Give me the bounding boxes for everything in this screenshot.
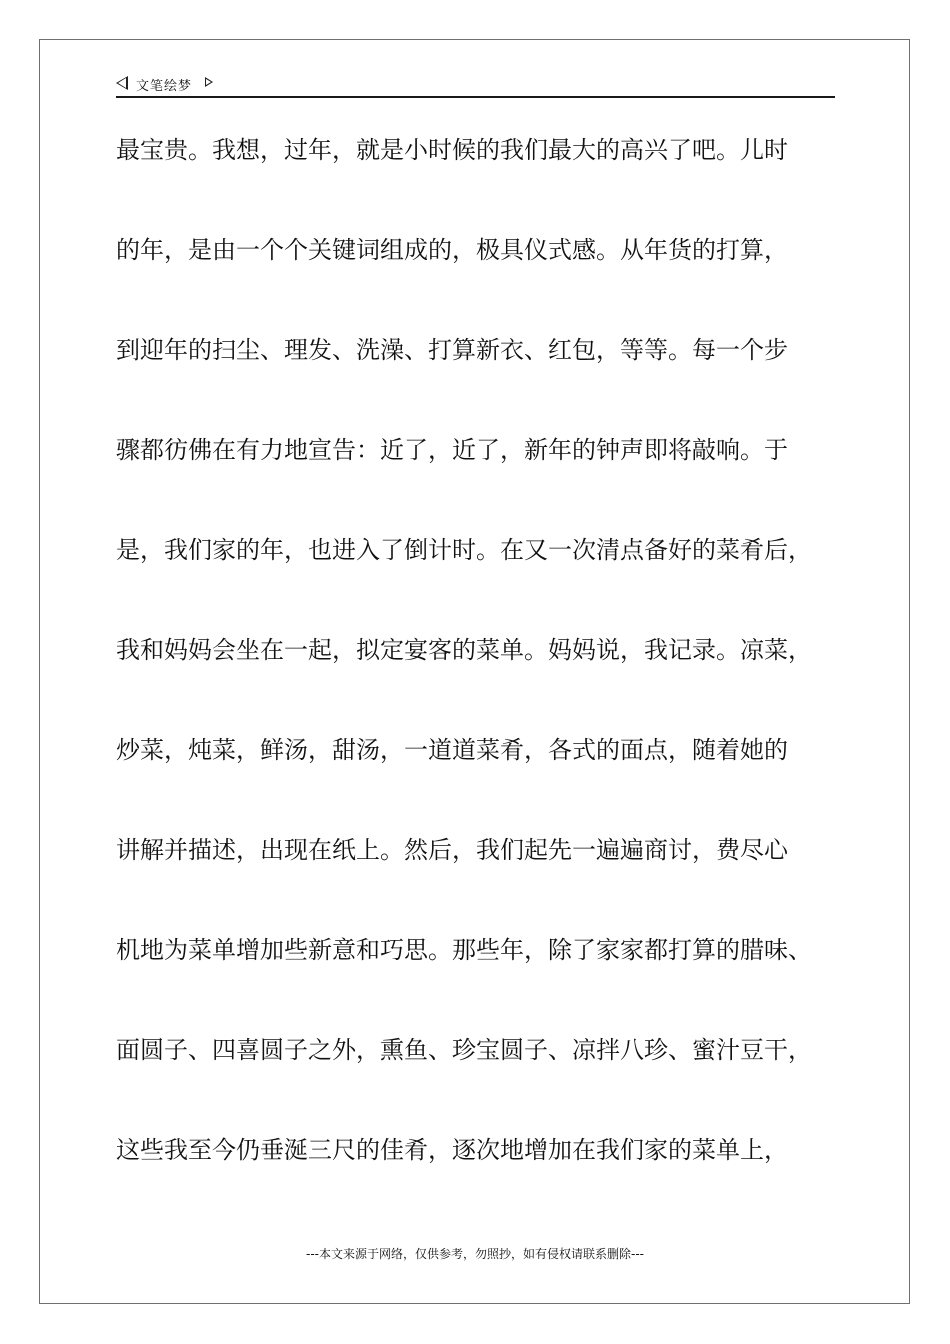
text-line: 我和妈妈会坐在一起，拟定宴客的菜单。妈妈说，我记录。凉菜， xyxy=(116,636,812,664)
triangle-right-icon xyxy=(205,77,213,87)
page-footer: ---本文来源于网络，仅供参考，勿照抄，如有侵权请联系删除--- xyxy=(306,1247,644,1261)
text-line: 面圆子、四喜圆子之外，熏鱼、珍宝圆子、凉拌八珍、蜜汁豆干， xyxy=(116,1036,812,1064)
text-line: 到迎年的扫尘、理发、洗澡、打算新衣、红包，等等。每一个步 xyxy=(116,336,788,364)
text-line: 炒菜，炖菜，鲜汤，甜汤，一道道菜肴，各式的面点，随着她的 xyxy=(116,736,788,764)
body-text xyxy=(116,125,856,1225)
triangle-left-icon xyxy=(116,76,128,90)
text-line: 骤都彷佛在有力地宣告：近了，近了，新年的钟声即将敲响。于 xyxy=(116,436,788,464)
text-line: 的年，是由一个个关键词组成的，极具仪式感。从年货的打算， xyxy=(116,236,788,264)
text-line: 这些我至今仍垂涎三尺的佳肴，逐次地增加在我们家的菜单上， xyxy=(116,1136,788,1164)
text-line: 最宝贵。我想，过年，就是小时候的我们最大的高兴了吧。儿时 xyxy=(116,136,788,164)
text-line: 是，我们家的年，也进入了倒计时。在又一次清点备好的菜肴后， xyxy=(116,536,812,564)
header-title: 文笔绘梦 xyxy=(136,79,193,94)
text-line: 机地为菜单增加些新意和巧思。那些年，除了家家都打算的腊味、 xyxy=(116,936,812,964)
page-header xyxy=(116,74,835,98)
text-line: 讲解并描述，出现在纸上。然后，我们起先一遍遍商讨，费尽心 xyxy=(116,836,788,864)
